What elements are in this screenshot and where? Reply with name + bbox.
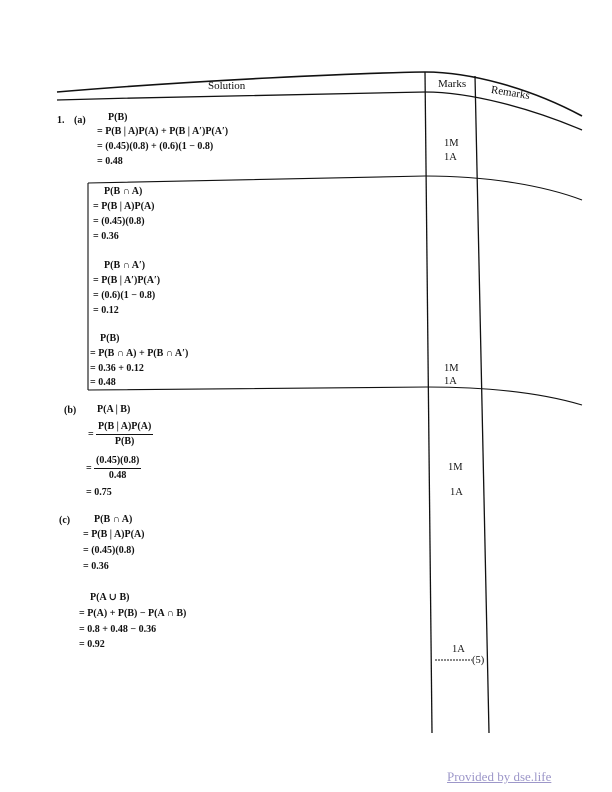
- b-lhs: P(A | B): [97, 404, 131, 415]
- a-alt-line: = P(B | A)P(A): [93, 201, 155, 212]
- part-c-label: (c): [59, 515, 71, 526]
- a-alt-line: = (0.6)(1 − 0.8): [93, 290, 156, 301]
- a-method1-line: = (0.45)(0.8) + (0.6)(1 − 0.8): [97, 141, 214, 152]
- c-line: P(A ∪ B): [90, 592, 130, 603]
- a-alt-line: = (0.45)(0.8): [93, 216, 145, 227]
- part-a-label: (a): [74, 115, 86, 126]
- b-fraction-2: [94, 455, 141, 482]
- marks-header: Marks: [438, 78, 467, 90]
- footer-link[interactable]: Provided by dse.life: [447, 769, 552, 784]
- c-line: = 0.36: [83, 561, 109, 572]
- mark: 1A: [444, 376, 457, 387]
- b-result: = 0.75: [86, 487, 112, 498]
- a-method1-line: = 0.48: [97, 156, 123, 167]
- a-alt-line: P(B): [100, 333, 120, 344]
- a-method1-line: = P(B | A)P(A) + P(B | A′)P(A′): [97, 126, 229, 137]
- mark: 1M: [448, 462, 463, 473]
- a-alt-line: = 0.36: [93, 231, 119, 242]
- a-method1-line: P(B): [108, 112, 128, 123]
- mark: 1M: [444, 363, 459, 374]
- a-alt-line: = P(B | A′)P(A′): [93, 275, 161, 286]
- part-b-label: (b): [64, 405, 77, 416]
- solution-header: Solution: [208, 80, 246, 92]
- c-line: = P(A) + P(B) − P(A ∩ B): [79, 608, 187, 619]
- remarks-header: Remarks: [490, 84, 531, 102]
- a-alt-line: = 0.12: [93, 305, 119, 316]
- question-number: 1.: [57, 115, 65, 126]
- c-line: P(B ∩ A): [94, 514, 133, 525]
- fraction-numerator: P(B | A)P(A): [96, 421, 153, 435]
- mark: 1A: [452, 644, 465, 655]
- b-fraction-1: [96, 421, 153, 448]
- total-marks: (5): [472, 655, 485, 666]
- equals-sign: =: [88, 429, 94, 440]
- c-line: = P(B | A)P(A): [83, 529, 145, 540]
- a-alt-line: P(B ∩ A): [104, 186, 143, 197]
- mark: 1A: [444, 152, 457, 163]
- a-alt-line: = 0.36 + 0.12: [90, 363, 144, 374]
- mark: 1A: [450, 487, 463, 498]
- fraction-numerator: (0.45)(0.8): [94, 455, 141, 469]
- c-line: = (0.45)(0.8): [83, 545, 135, 556]
- a-alt-line: = 0.48: [90, 377, 116, 388]
- fraction-denominator: 0.48: [108, 470, 127, 481]
- c-line: = 0.92: [79, 639, 105, 650]
- fraction-denominator: P(B): [114, 436, 135, 447]
- equals-sign: =: [86, 463, 92, 474]
- a-alt-line: = P(B ∩ A) + P(B ∩ A′): [90, 348, 189, 359]
- c-line: = 0.8 + 0.48 − 0.36: [79, 624, 157, 635]
- a-alt-line: P(B ∩ A′): [104, 260, 146, 271]
- mark: 1M: [444, 138, 459, 149]
